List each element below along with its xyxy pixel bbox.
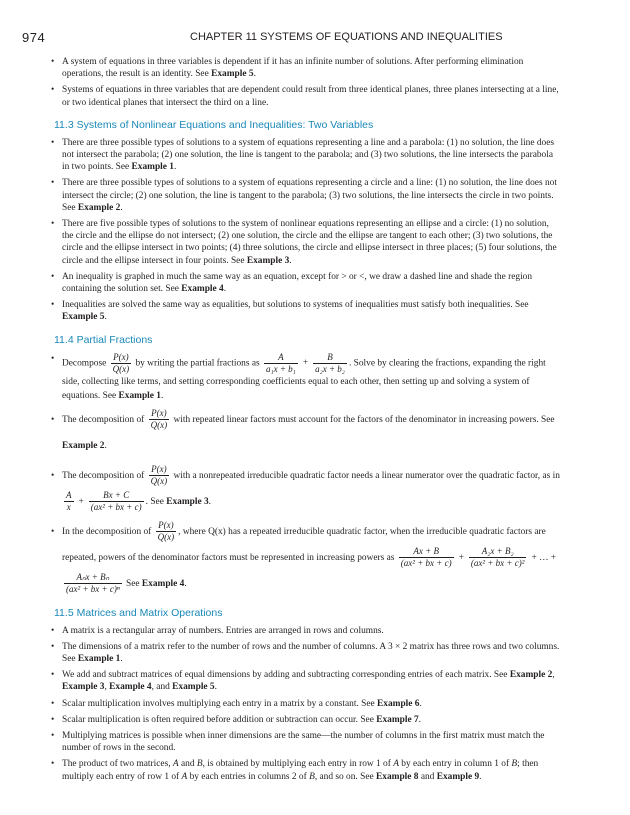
bullet-end: .	[104, 440, 107, 451]
bullet-text: with repeated linear factors must account for the factors of the denominator in increasing powers. See	[173, 414, 555, 425]
section-heading-11-3: 11.3 Systems of Nonlinear Equations and Inequalities: Two Variables	[54, 118, 374, 131]
bullet-end: .	[160, 390, 164, 401]
section-11-5-list	[62, 625, 562, 783]
example-ref: Example 3	[246, 255, 290, 266]
section-11-3-list	[62, 137, 562, 324]
fraction-b-over-linear	[313, 352, 347, 375]
fraction-axb-over-quadratic	[399, 546, 454, 569]
bullet-end: .	[253, 69, 256, 80]
denominator: (ax² + bx + c)ⁿ	[66, 584, 120, 594]
page-header	[0, 30, 630, 48]
bullet-text: There are three possible types of solutions to a system of equations representing a line and a parabola: (1) no solution, the line does not intersect the parabola; (2) one solution, the line is tangent to the parabola; and (3) two solutions, the line intersects the parabola in two points. See	[62, 137, 555, 173]
numerator: A	[66, 490, 72, 500]
section-heading-11-5: 11.5 Matrices and Matrix Operations	[54, 606, 223, 619]
bullet-text: . See	[145, 496, 167, 507]
numerator: P(x)	[111, 352, 132, 364]
fraction-p-over-q	[149, 408, 170, 431]
list-item	[62, 137, 562, 174]
list-item	[62, 463, 562, 515]
fraction-p-over-q	[156, 520, 177, 543]
bullet-text: A system of equations in three variables is dependent if it has an infinite number of solutions. After performing elimination operations, the result is an identity. See	[62, 57, 524, 80]
fraction-p-over-q	[149, 464, 170, 487]
bullet-text: Decompose	[62, 358, 107, 369]
numerator: Ax + B	[399, 546, 454, 558]
denominator: Q(x)	[112, 363, 130, 374]
example-ref: Example 5	[211, 69, 254, 80]
example-ref: Example 1	[118, 390, 161, 401]
page-number: 974	[22, 30, 46, 45]
bullet-text: Inequalities are solved the same way as equalities, but solutions to systems of inequalities must satisfy both inequalities. See	[62, 300, 529, 311]
bullet-text: The decomposition of	[62, 414, 145, 425]
fraction-a-over-x	[64, 490, 74, 513]
numerator: P(x)	[149, 408, 170, 420]
denominator: (ax² + bx + c)²	[470, 558, 525, 568]
list-item	[62, 218, 562, 267]
bullet-end: .	[173, 162, 177, 173]
list-item: • The dimensions of a matrix refer to the number of rows and the number of columns. A 3 × 2 matrix has three rows and two columns. See Example 1.	[62, 641, 562, 665]
list-item: • We add and subtract matrices of equal dimensions by adding and subtracting corresponding entries of each matrix. See Example 2, Example 3, Example 4, and Example 5.	[62, 669, 562, 693]
example-ref: Example 3	[166, 496, 209, 507]
list-item	[62, 299, 562, 323]
denominator: (ax² + bx + c)	[90, 502, 142, 512]
denominator: Q(x)	[150, 476, 168, 486]
denominator: (ax² + bx + c)	[400, 558, 452, 568]
chapter-title: CHAPTER 11 SYSTEMS OF EQUATIONS AND INEQUALITIES	[190, 31, 503, 43]
example-ref: Example 2	[77, 202, 121, 213]
numerator: A₂x + B₂	[469, 546, 527, 558]
numerator: A	[264, 352, 298, 364]
example-ref: Example 5	[62, 312, 105, 323]
summary-content	[54, 56, 562, 787]
numerator: B	[313, 352, 347, 364]
list-item	[62, 519, 562, 597]
bullet-text: The decomposition of	[62, 470, 145, 481]
denominator: Q(x)	[157, 532, 175, 542]
list-item: • The product of two matrices, A and B, is obtained by multiplying each entry in row 1 of A by each entry in column 1 of B; then multiply each entry of row 1 of A by each entries in columns 2 of B, and so on. See Example 8 and Example 9.	[62, 758, 562, 782]
fraction-bxc-over-quadratic	[89, 490, 144, 513]
denominator: a₁x + b₁	[265, 363, 296, 374]
bullet-end: .	[104, 312, 107, 323]
list-item: • Multiplying matrices is possible when inner dimensions are the same—the number of columns in the first matrix must match the number of rows in the second.	[62, 730, 562, 754]
denominator: a₂x + b₂	[315, 363, 345, 374]
bullet-text: In the decomposition of	[62, 526, 152, 537]
bullet-text: Systems of equations in three variables that are dependent could result from three identical planes, three planes intersecting at a line, or two identical planes that intersect the third on a line.	[62, 85, 559, 108]
bullet-text: See	[123, 578, 142, 589]
example-ref: Example 2	[62, 440, 105, 451]
bullet-text: by writing the partial fractions as	[135, 358, 260, 369]
denominator: Q(x)	[150, 420, 168, 430]
intro-bullet-list	[62, 56, 562, 109]
example-ref: Example 4	[181, 284, 224, 295]
fraction-an-over-quadratic-n	[64, 572, 122, 595]
numerator: P(x)	[149, 464, 170, 476]
numerator: Aₙx + Bₙ	[64, 572, 122, 584]
list-item	[62, 177, 562, 214]
fraction-a2-over-quadratic-squared	[469, 546, 527, 569]
bullet-text: An inequality is graphed in much the same way as an equation, except for > or <, we draw a dashed line and shade the region containing the solution set. See	[62, 271, 533, 295]
numerator: P(x)	[156, 520, 177, 532]
fraction-p-over-q	[111, 352, 132, 375]
fraction-a-over-linear	[264, 352, 298, 375]
list-item: • A matrix is a rectangular array of numbers. Entries are arranged in rows and columns.	[62, 625, 562, 637]
bullet-text: with a nonrepeated irreducible quadratic factor needs a linear numerator over the quadratic factor, as in	[173, 470, 560, 481]
bullet-end: .	[184, 578, 187, 589]
numerator: Bx + C	[89, 490, 144, 502]
list-item	[62, 271, 562, 295]
bullet-text: There are five possible types of solutions to the system of nonlinear equations representing an ellipse and a circle: (1) no solution, the circle and the ellipse do not intersect; (2) one solution, the circle and the ellipse are tangent to each other; (3) two solutions, the circle and the ellipse intersect in two points; (4) three solutions, the circle and ellipse intersect in three places; (5) four solutions, the circle and the ellipse intersect in four points. See	[62, 219, 557, 266]
example-ref: Example 4	[141, 578, 185, 589]
example-ref: Example 1	[131, 162, 174, 173]
bullet-end: .	[120, 202, 123, 213]
list-item	[62, 56, 562, 80]
plus-sign: +	[78, 496, 84, 507]
bullet-end: .	[223, 284, 227, 295]
denominator: x	[66, 502, 71, 512]
list-item	[62, 407, 562, 459]
bullet-text: , where Q(x) has a repeated irreducible quadratic factor, when the irreducible quadratic factors are repeated, powers of the denominator factors must be represented in increasing powers as	[62, 526, 546, 563]
section-heading-11-4: 11.4 Partial Fractions	[54, 333, 153, 346]
list-item: • Scalar multiplication is often required before addition or subtraction can occur. See Example 7.	[62, 714, 562, 726]
plus-sign: +	[458, 552, 464, 563]
bullet-end: .	[208, 496, 211, 507]
bullet-text: . Solve by clearing the fractions, expanding the right side, collecting like terms, and setting corresponding coefficients equal to each other, then setting up and solving a system of equations. See	[62, 358, 546, 401]
list-item	[62, 84, 562, 108]
list-item	[62, 352, 562, 403]
bullet-text: There are three possible types of solutions to a system of equations representing a circle and a line: (1) no solution, the line does not intersect the circle; (2) one solution, the line is tangent to the parabola; (3) two solutions, the line intersects the circle in two points. See	[62, 178, 557, 213]
bullet-end: .	[289, 255, 292, 266]
list-item: • Scalar multiplication involves multiplying each entry in a matrix by a constant. See Example 6.	[62, 698, 562, 710]
section-11-4-list	[62, 352, 562, 597]
plus-sign: +	[302, 358, 309, 369]
ellipsis-sum: + … +	[531, 552, 557, 563]
